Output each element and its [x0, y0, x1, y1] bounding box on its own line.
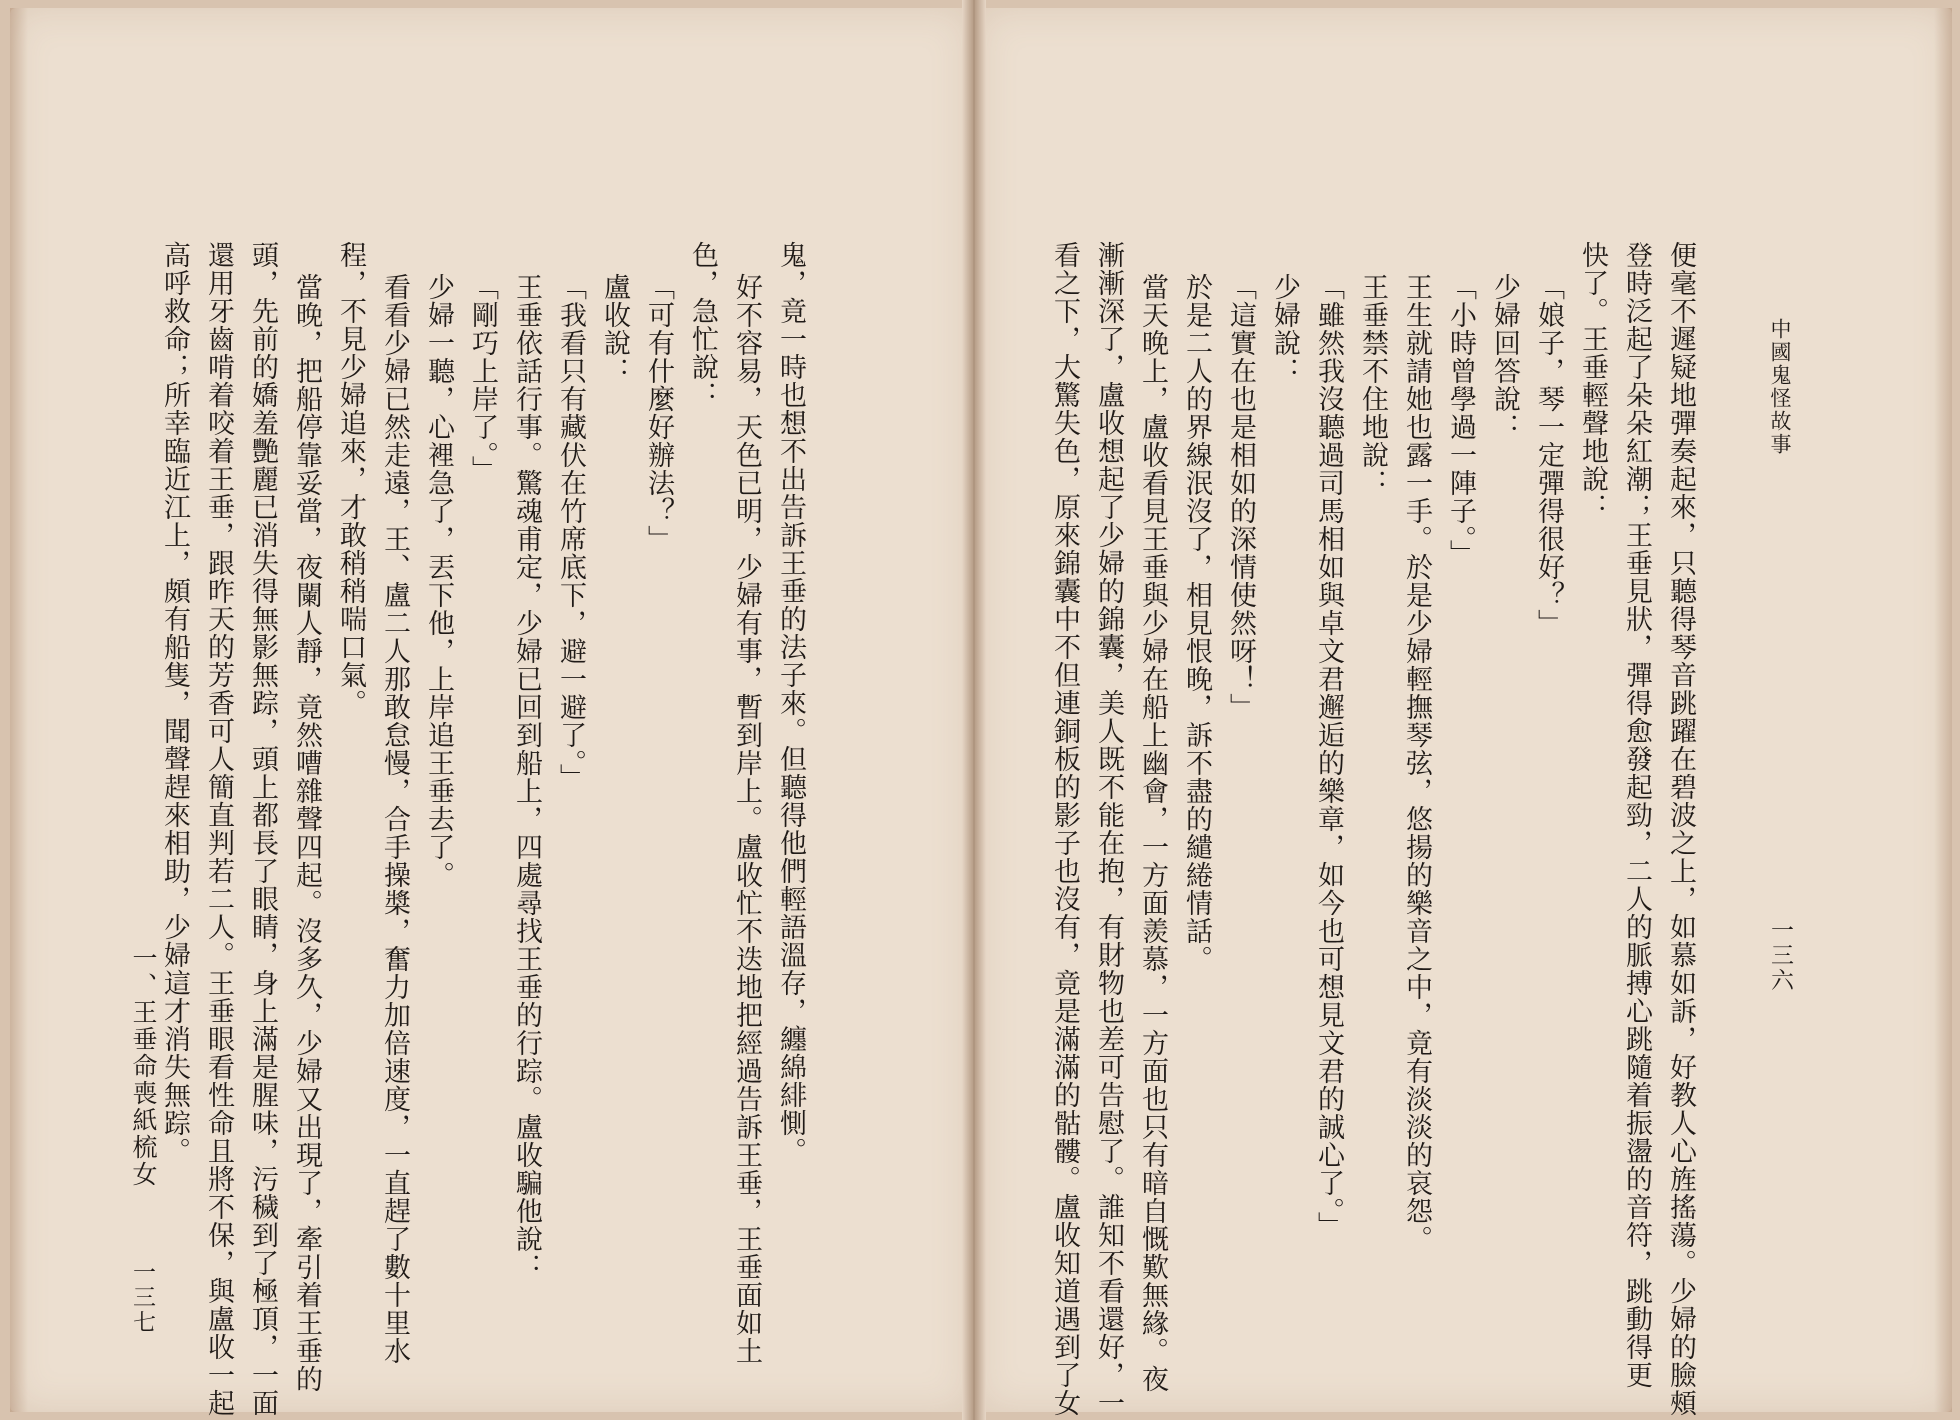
- text-line: 王生就請她也露一手。於是少婦輕撫琴弦，悠揚的樂音之中，竟有淡淡的哀怨。: [1401, 273, 1432, 1253]
- text-line: 好不容易，天色已明，少婦有事，暫到岸上。盧收忙不迭地把經過告訴王垂，王垂面如土: [731, 273, 762, 1365]
- text-line: 頭，先前的嬌羞艷麗已消失得無影無踪，頭上都長了眼睛，身上滿是腥味，污穢到了極頂，一面: [247, 241, 278, 1417]
- text-line: 漸漸深了，盧收想起了少婦的錦囊，美人既不能在抱，有財物也差可告慰了。誰知不看還好，一: [1093, 241, 1124, 1417]
- text-line: 當天晚上，盧收看見王垂與少婦在船上幽會，一方面羨慕，一方面也只有暗自慨歎無緣。夜: [1137, 273, 1168, 1393]
- text-line: 王垂依話行事。驚魂甫定，少婦已回到船上，四處尋找王垂的行踪。盧收騙他說：: [511, 273, 542, 1281]
- text-line: 還用牙齒啃着咬着王垂，跟昨天的芳香可人簡直判若二人。王垂眼看性命且將不保，與盧收一起: [203, 241, 234, 1417]
- text-line: 看之下，大驚失色，原來錦囊中不但連銅板的影子也沒有，竟是滿滿的骷髏。盧收知道遇到了女: [1049, 241, 1080, 1417]
- left-page: [10, 8, 970, 1412]
- text-line: 快了。王垂輕聲地說：: [1577, 241, 1608, 521]
- text-line: 「可有什麼好辦法？」: [643, 273, 674, 553]
- text-line: 「雖然我沒聽過司馬相如與卓文君邂逅的樂章，如今也可想見文君的誠心了。」: [1313, 273, 1344, 1240]
- right-edge-shadow: [1934, 8, 1952, 1412]
- text-line: 「我看只有藏伏在竹席底下，避一避了。」: [555, 273, 586, 792]
- text-line: 當晚，把船停靠妥當，夜闌人靜，竟然嘈雜聲四起。沒多久，少婦又出現了，牽引着王垂的: [291, 273, 322, 1393]
- chapter-title-footer: 一、王垂命喪紙梳女: [129, 945, 158, 1188]
- text-line: 便毫不遲疑地彈奏起來，只聽得琴音跳躍在碧波之上，如慕如訴，好教人心旌搖蕩。少婦的臉頰: [1665, 241, 1696, 1417]
- text-line: 登時泛起了朵朵紅潮；王垂見狀，彈得愈發起勁，二人的脈搏心跳隨着振盪的音符，跳動得更: [1621, 241, 1652, 1389]
- text-line: 看看少婦已然走遠，王、盧二人那敢怠慢，合手操槳，奮力加倍速度，一直趕了數十里水: [379, 273, 410, 1365]
- text-line: 「小時曾學過一陣子。」: [1445, 273, 1476, 568]
- left-edge-shadow: [10, 8, 28, 1412]
- text-line: 盧收說：: [599, 273, 630, 385]
- text-line: 於是二人的界線泯沒了，相見恨晚，訴不盡的繾綣情話。: [1181, 273, 1212, 973]
- text-line: 「娘子，琴一定彈得很好？」: [1533, 273, 1564, 637]
- page-number-left: 一三七: [129, 1260, 155, 1335]
- running-header: 中國鬼怪故事: [1768, 318, 1792, 456]
- text-line: 高呼救命；所幸臨近江上，頗有船隻，聞聲趕來相助，少婦這才消失無踪。: [159, 241, 190, 1165]
- text-line: 少婦說：: [1269, 273, 1300, 385]
- text-line: 「這實在也是相如的深情使然呀！」: [1225, 273, 1256, 721]
- text-line: 程，不見少婦追來，才敢稍稍喘口氣。: [335, 241, 366, 717]
- page-number-right: 一三六: [1767, 918, 1793, 993]
- book-gutter: [962, 0, 986, 1420]
- text-line: 王垂禁不住地說：: [1357, 273, 1388, 497]
- text-line: 鬼，竟一時也想不出告訴王垂的法子來。但聽得他們輕語溫存，纏綿緋惻。: [775, 241, 806, 1165]
- text-line: 少婦回答說：: [1489, 273, 1520, 441]
- text-line: 少婦一聽，心裡急了，丟下他，上岸追王垂去了。: [423, 273, 454, 889]
- text-line: 「剛巧上岸了。」: [467, 273, 498, 484]
- text-line: 色，急忙說：: [687, 241, 718, 409]
